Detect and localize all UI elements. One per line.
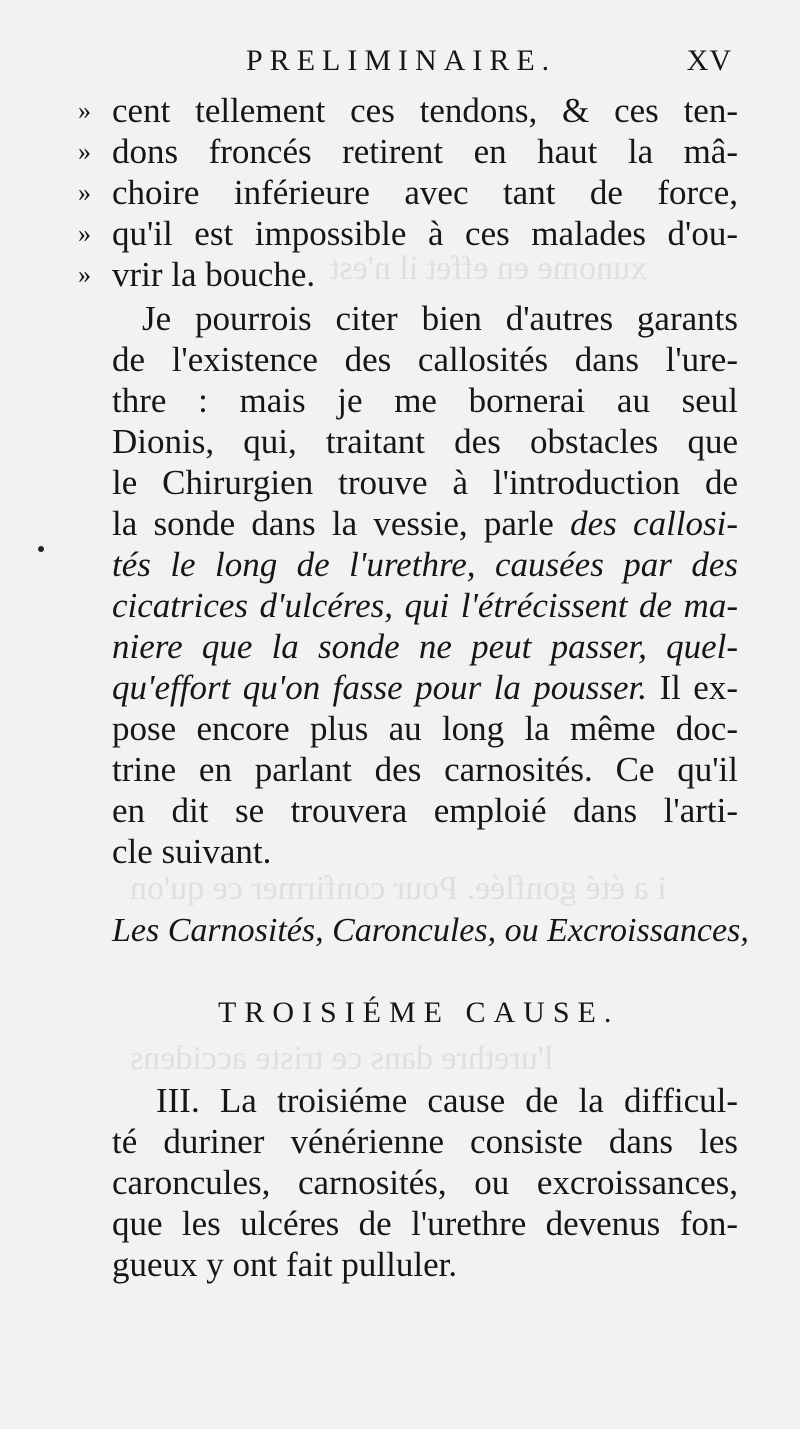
show-through-text: xunome en effet il n'est (330, 250, 648, 287)
guillemet: » (78, 96, 91, 125)
text-line: Dionis, qui, traitant des obstacles que (112, 422, 738, 461)
show-through-text: l'urethre dans ce triste accidens (130, 1040, 554, 1077)
text-line: en dit se trouvera emploié dans l'arti- (112, 791, 738, 830)
quoted-passage (78, 90, 738, 295)
text-line: la sonde dans la vessie, parle des callosi- (112, 504, 739, 543)
text-line: » cent tellement ces tendons, & ces ten- (78, 91, 738, 130)
text-line: tés le long de l'urethre, causées par des (112, 545, 738, 584)
text-line: » dons froncés retirent en haut la mâ- (78, 132, 738, 171)
text-line: thre : mais je me bornerai au seul (112, 381, 738, 420)
text-line: caroncules, carnosités, ou excroissances, (112, 1163, 738, 1202)
text-line: gueux y ont fait pulluler. (112, 1245, 458, 1284)
text-line: pose encore plus au long la même doc- (112, 709, 738, 748)
text-line: » vrir la bouche. (78, 255, 316, 294)
text-line: III. La troisiéme cause de la difficul- (156, 1081, 738, 1120)
running-title: PRELIMINAIRE. (246, 44, 557, 77)
text-line: le Chirurgien trouve à l'introduction de (112, 463, 738, 502)
text-line: cle suivant. (112, 832, 272, 871)
paragraph-third-cause (112, 1080, 738, 1285)
text-line: » choire inférieure avec tant de force, (78, 173, 738, 212)
page-header (240, 44, 740, 84)
text-line: de l'existence des callosités dans l'ure- (112, 340, 738, 379)
paragraph-callosities (112, 298, 738, 872)
text-line: té duriner vénérienne consiste dans les (112, 1122, 738, 1161)
text-line: que les ulcéres de l'urethre devenus fon- (112, 1204, 738, 1243)
guillemet: » (78, 178, 91, 207)
text-line: cicatrices d'ulcéres, qui l'étrécissent de ma- (112, 586, 738, 625)
guillemet: » (78, 219, 91, 248)
text-line: trine en parlant des carnosités. Ce qu'il (112, 750, 738, 789)
text-line: niere que la sonde ne peut passer, quel- (112, 627, 738, 666)
page-number: XV (686, 44, 732, 77)
text-line: Je pourrois citer bien d'autres garants (142, 299, 738, 338)
show-through-text: i a été gonflée. Pour confirmer ce qu'on (130, 870, 667, 907)
guillemet: » (78, 137, 91, 166)
text-line: » qu'il est impossible à ces malades d'ou- (78, 214, 738, 253)
guillemet: » (78, 260, 91, 289)
text-line: qu'effort qu'on fasse pour la pousser. Il ex- (112, 668, 738, 707)
section-heading: TROISIÉME CAUSE. (218, 996, 620, 1029)
ink-speck (38, 546, 44, 552)
subheading: Les Carnosités, Caroncules, ou Excroissances, (112, 912, 749, 949)
